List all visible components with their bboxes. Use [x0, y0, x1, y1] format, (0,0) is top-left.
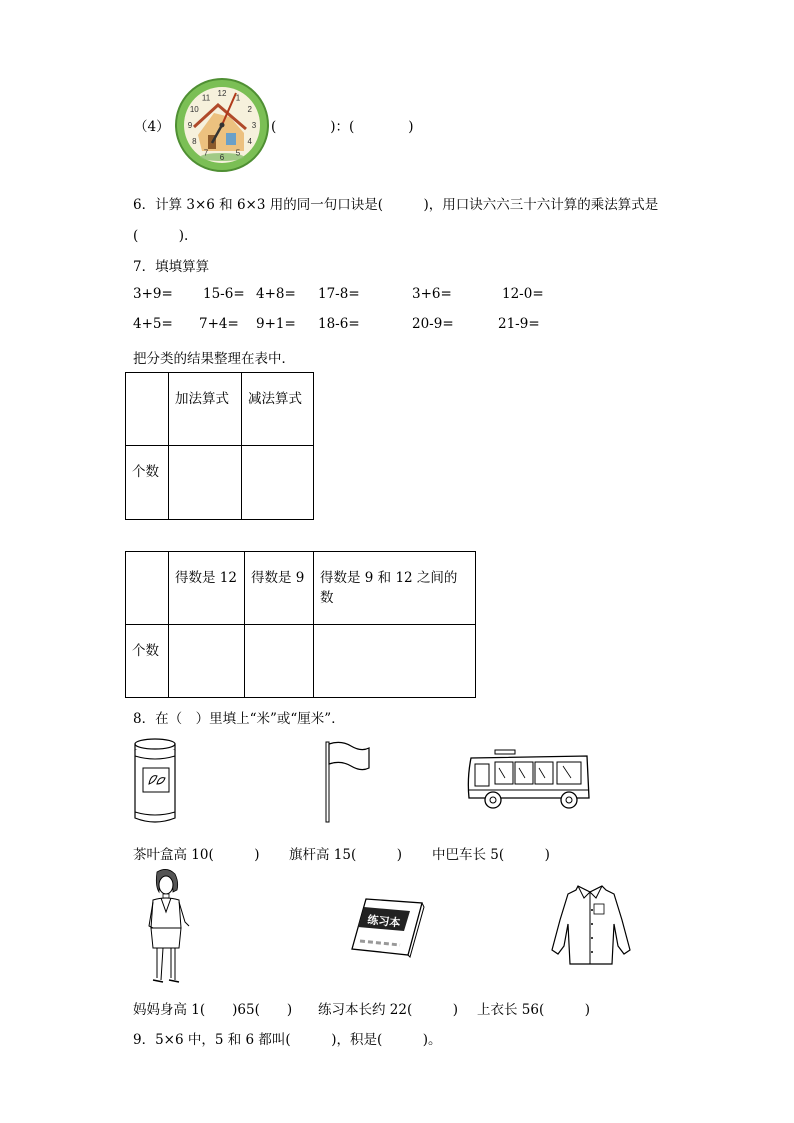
shirt-length-label: 上衣长 56( ): [477, 1002, 591, 1018]
clock-numeral: 8: [192, 137, 197, 146]
flag-illustration: [323, 740, 373, 824]
clock-numeral: 2: [247, 105, 252, 114]
q7-expr: 3+6=: [412, 286, 452, 302]
tea-can-label: 茶叶盒高 10( ): [133, 847, 260, 863]
q7-expr: 4+8=: [256, 286, 296, 302]
q7-expr: 4+5=: [133, 316, 173, 332]
flagpole-label: 旗杆高 15( ): [289, 847, 403, 863]
q7-expr: 9+1=: [256, 316, 296, 332]
table-header-cell: [126, 552, 169, 625]
q9-line: 9．5×6 中，5 和 6 都叫( )，积是( )。: [133, 1032, 442, 1048]
clock-numeral: 3: [251, 121, 257, 130]
table-header-cell: 得数是 12: [169, 552, 245, 625]
notebook-cover-text: 练习本: [366, 913, 402, 930]
q6-line2: ( ).: [133, 228, 189, 244]
q7-expr: 3+9=: [133, 286, 173, 302]
q5-4-answer: ( )：( ): [271, 119, 414, 135]
q7-expr: 20-9=: [412, 316, 454, 332]
table-header-cell: 得数是 9 和 12 之间的数: [314, 552, 476, 625]
answer-cell[interactable]: [314, 625, 476, 698]
clock-numeral: 7: [203, 148, 209, 158]
table-header-cell: 得数是 9: [245, 552, 314, 625]
mother-height-label: 妈妈身高 1( )65( ): [133, 1002, 293, 1018]
q7-expr: 17-8=: [318, 286, 360, 302]
clock-numeral: 5: [235, 148, 241, 158]
answer-cell[interactable]: [169, 625, 245, 698]
bus-label: 中巴车长 5( ): [432, 847, 550, 863]
clock-numeral: 4: [247, 137, 252, 146]
q7-expr: 15-6=: [203, 286, 245, 302]
tea-can-illustration: [131, 738, 181, 826]
mother-illustration: [143, 868, 193, 988]
answer-cell[interactable]: [242, 446, 314, 520]
table-row-label: 个数: [126, 625, 169, 698]
clock-numeral: 12: [217, 89, 227, 98]
q7-expr: 12-0=: [502, 286, 544, 302]
answer-cell[interactable]: [245, 625, 314, 698]
clock-numeral: 6: [219, 153, 225, 162]
bus-illustration: [465, 748, 595, 812]
answer-cell[interactable]: [169, 446, 242, 520]
q7-expr: 18-6=: [318, 316, 360, 332]
clock-illustration: [174, 77, 270, 173]
notebook-illustration: [350, 895, 426, 957]
notebook-length-label: 练习本长约 22( ): [318, 1002, 459, 1018]
clock-numeral: 10: [189, 105, 199, 114]
classification-table-2: [125, 551, 476, 698]
table-header-cell: 加法算式: [169, 373, 242, 446]
clock-numeral: 11: [201, 93, 211, 103]
q7-expr: 7+4=: [199, 316, 239, 332]
table-header-cell: 减法算式: [242, 373, 314, 446]
q7-title: 7．填填算算: [133, 259, 210, 275]
table-row-label: 个数: [126, 446, 169, 520]
q5-4-label: （4）: [134, 119, 170, 135]
q7-expr: 21-9=: [498, 316, 540, 332]
classification-table-1: [125, 372, 314, 520]
clock-numeral: 9: [187, 121, 193, 130]
shirt-illustration: [548, 880, 634, 966]
q6-line1: 6．计算 3×6 和 6×3 用的同一句口诀是( )，用口诀六六三十六计算的乘法算式是: [133, 197, 659, 213]
table-header-cell: [126, 373, 169, 446]
q8-title: 8．在（ ）里填上“米”或“厘米”．: [133, 711, 345, 727]
clock-numeral: 1: [235, 93, 241, 103]
q7-instruction: 把分类的结果整理在表中．: [133, 351, 295, 367]
